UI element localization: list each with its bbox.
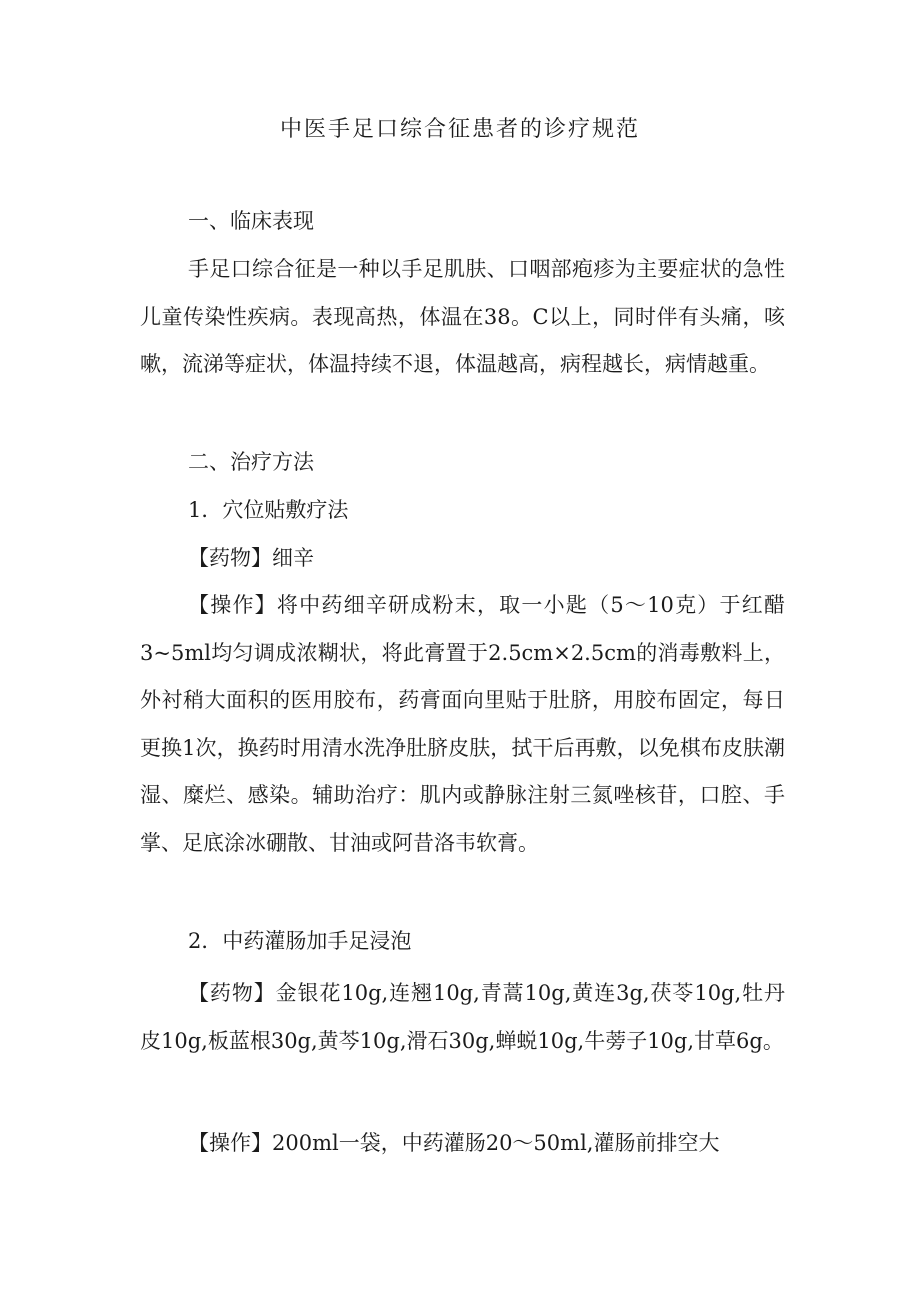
method-operation-enema: 【操作】200ml一袋，中药灌肠20～50ml,灌肠前排空大 [188,1131,720,1155]
method-drug-enema: 【药物】金银花10g,连翘10g,青蒿10g,黄连3g,茯苓10g,牡丹皮10g,板蓝根30g,黄芩10g,滑石30g,蝉蜕10g,牛蒡子10g,甘草6g。 [140,981,785,1053]
method-heading-enema: 2．中药灌肠加手足浸泡 [188,929,412,953]
method-operation-acupoint: 【操作】将中药细辛研成粉末，取一小匙（5～10克）于红醋3~5ml均匀调成浓糊状，将此膏置于2.5cm×2.5cm的消毒敷料上，外衬稍大面积的医用胶布，药膏面向里贴于肚脐，用胶布固定，每日更换1次，换药时用清水洗净肚脐皮肤，拭干后再敷，以免棋布皮肤潮湿、糜烂、感染。辅助治疗：肌内或静脉注射三氮唑核苷，口腔、手掌、足底涂冰硼散、甘油或阿昔洛韦软膏。 [140,593,785,855]
section-heading-clinical: 一、临床表现 [188,209,314,233]
method-drug-acupoint: 【药物】细辛 [188,546,314,570]
method-heading-acupoint: 1．穴位贴敷疗法 [188,498,349,522]
document-title: 中医手足口综合征患者的诊疗规范 [279,117,640,142]
paragraph-clinical-description: 手足口综合征是一种以手足肌肤、口咽部疱疹为主要症状的急性儿童传染性疾病。表现高热，体温在38。C以上，同时伴有头痛，咳嗽，流涕等症状，体温持续不退，体温越高，病程越长，病情越重。 [140,257,785,376]
section-heading-treatment: 二、治疗方法 [188,450,314,474]
